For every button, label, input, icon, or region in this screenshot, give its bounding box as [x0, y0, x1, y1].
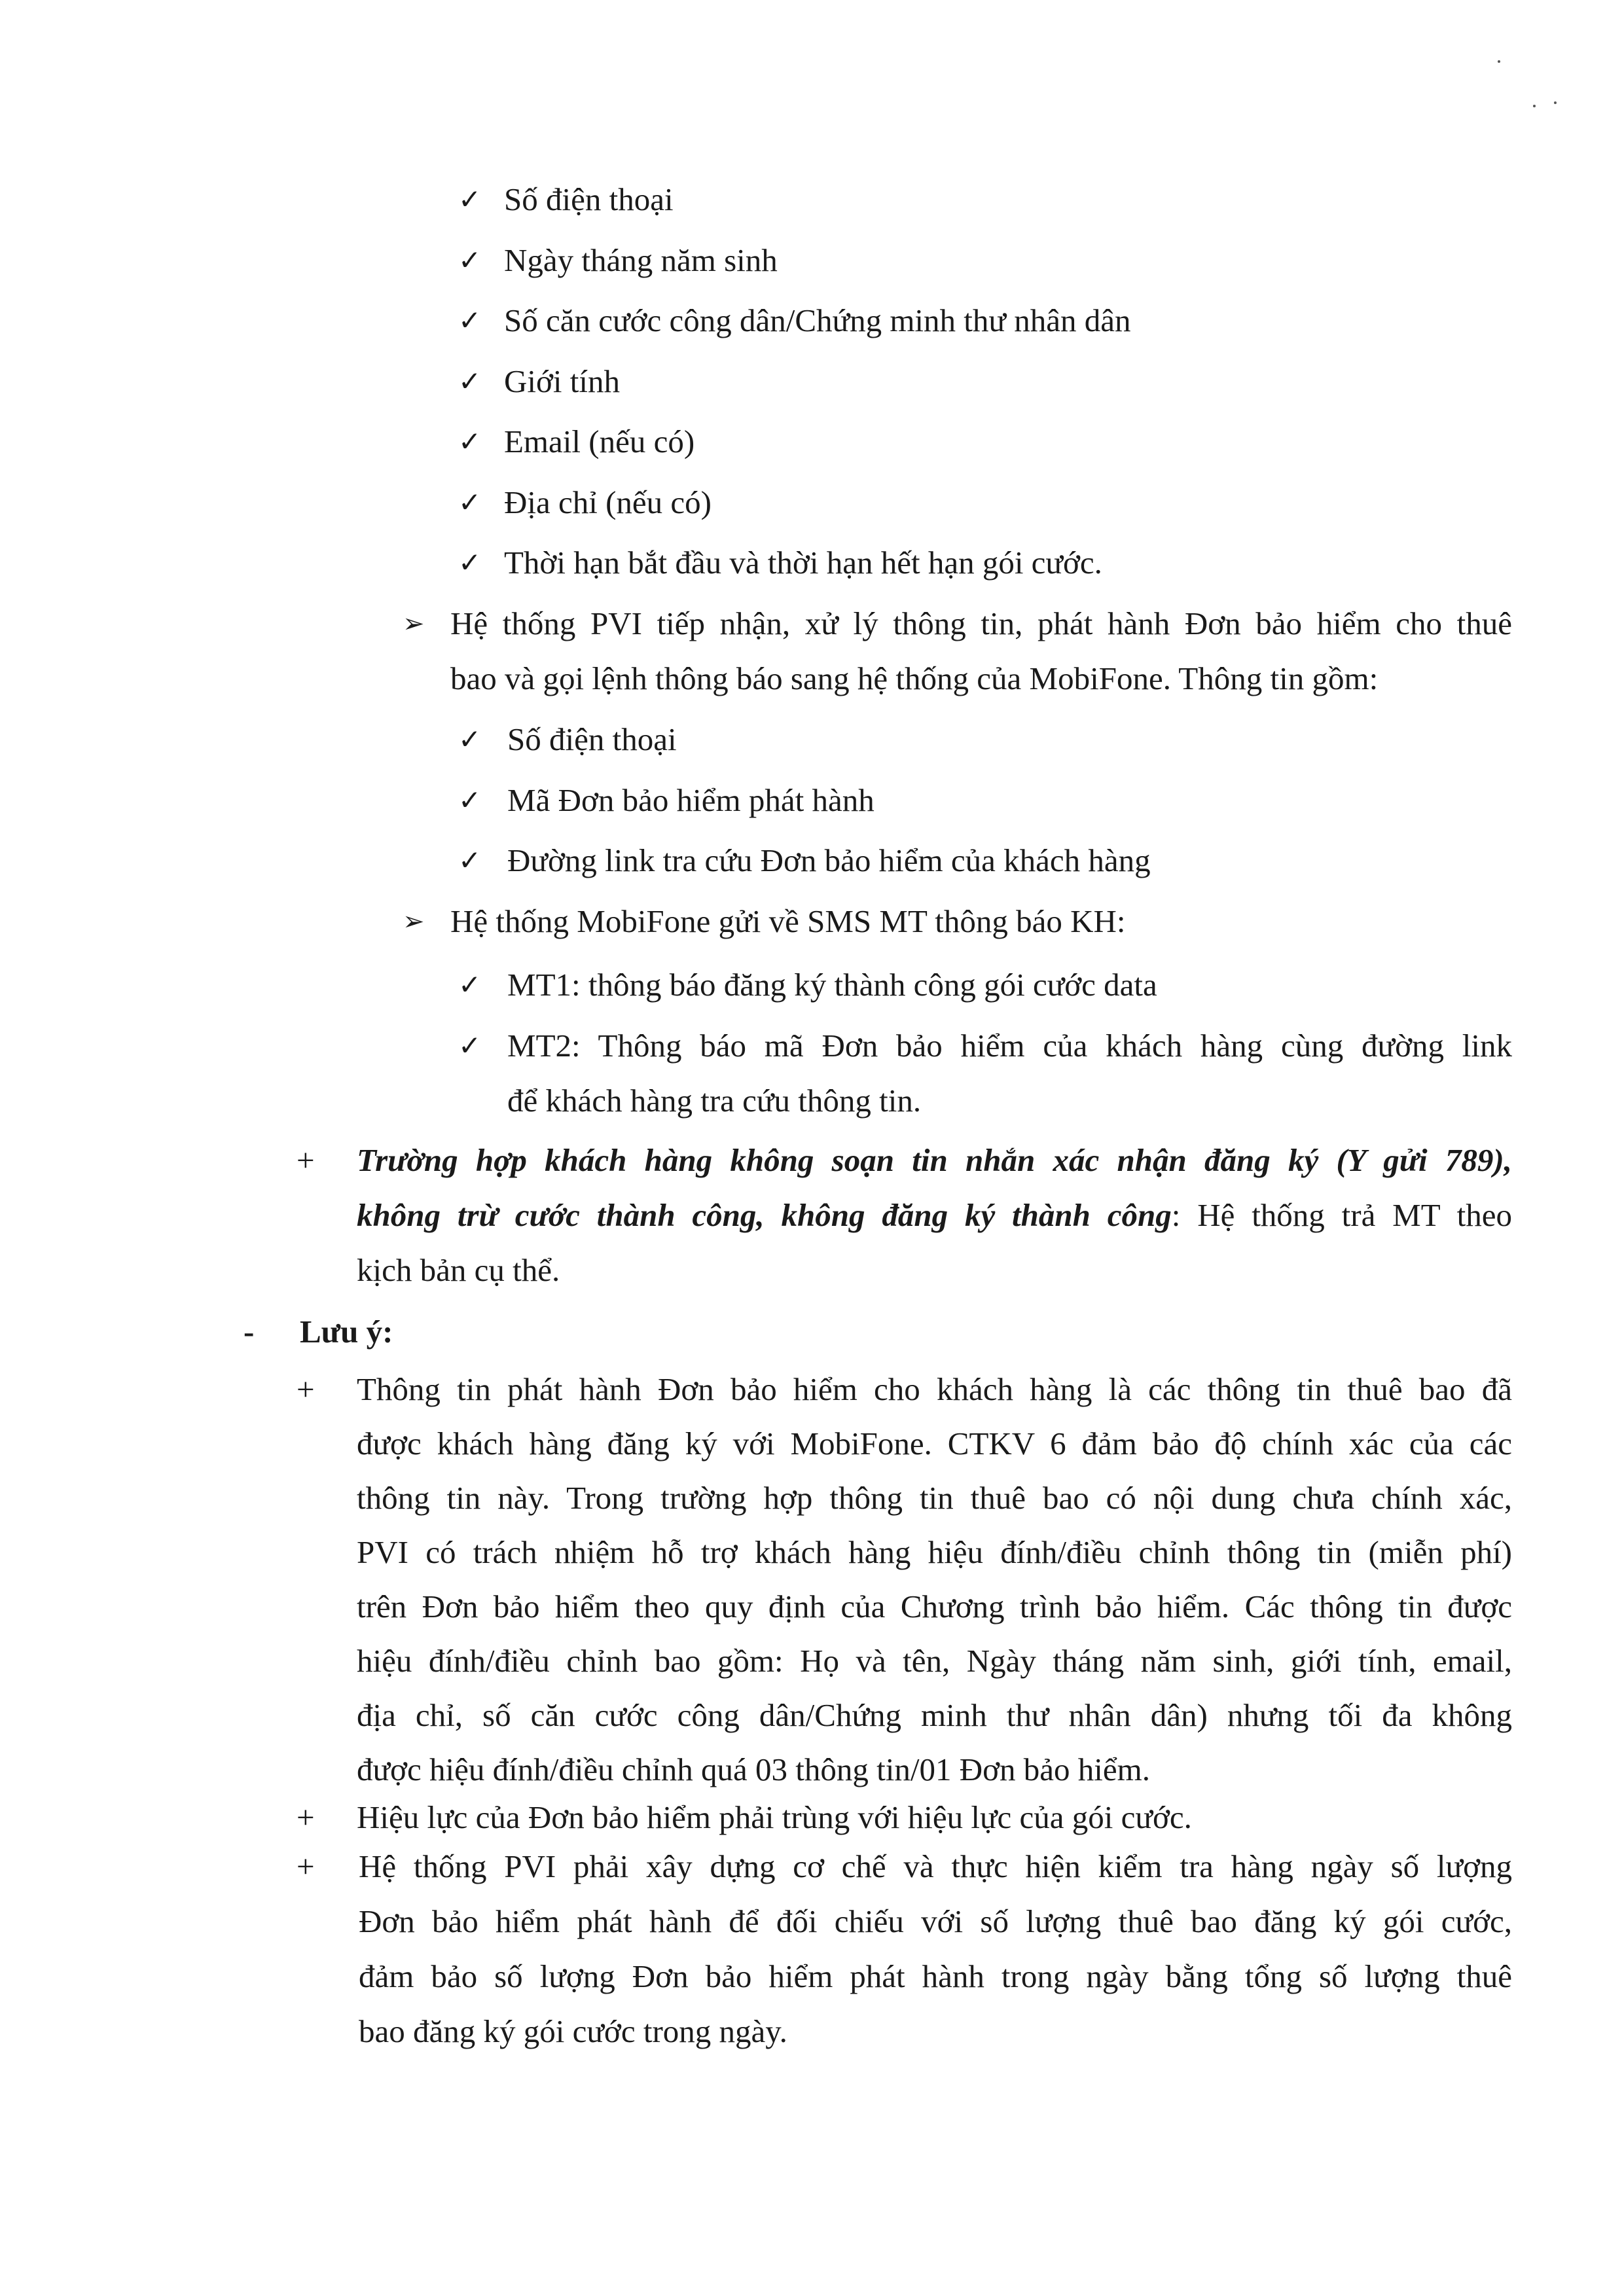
check-icon: ✓ [458, 1030, 482, 1062]
note-2-line: Hiệu lực của Đơn bảo hiểm phải trùng với hiệu lực của gói cước. [357, 1799, 1192, 1835]
arrow-bullet-icon: ➢ [403, 609, 425, 639]
check-icon: ✓ [458, 784, 482, 816]
note-title: Lưu ý: [300, 1314, 393, 1350]
note-3-line: đảm bảo số lượng Đơn bảo hiểm phát hành trong ngày bằng tổng số lượng thuê [359, 1958, 1512, 1994]
check-icon: ✓ [458, 183, 482, 215]
check-icon: ✓ [458, 844, 482, 876]
checklist-2-item: Đường link tra cứu Đơn bảo hiểm của khách hàng [507, 842, 1151, 878]
plus-bullet: + [297, 1142, 315, 1178]
checklist-1-item: Số căn cước công dân/Chứng minh thư nhân dân [504, 302, 1131, 338]
dash-bullet: - [244, 1314, 255, 1350]
checklist-1-item: Ngày tháng năm sinh [504, 242, 778, 278]
note-3-line: Hệ thống PVI phải xây dựng cơ chế và thực hiện kiểm tra hàng ngày số lượng [359, 1848, 1512, 1884]
checklist-2-item: Mã Đơn bảo hiểm phát hành [507, 782, 875, 818]
note-1-line: thông tin này. Trong trường hợp thông tin thuê bao có nội dung chưa chính xác, [357, 1480, 1512, 1516]
checklist-1-item: Giới tính [504, 363, 621, 399]
checklist-3-item-2-line-1: MT2: Thông báo mã Đơn bảo hiểm của khách hàng cùng đường link [507, 1028, 1512, 1064]
checklist-1-item: Thời hạn bắt đầu và thời hạn hết hạn gói cước. [504, 545, 1102, 581]
note-3-line: Đơn bảo hiểm phát hành để đối chiếu với số lượng thuê bao đăng ký gói cước, [359, 1903, 1512, 1939]
checklist-3-item: MT1: thông báo đăng ký thành công gói cước data [507, 967, 1157, 1003]
case-line-2-bold: không trừ cước thành công, không đăng ký thành công [357, 1197, 1172, 1233]
check-icon: ✓ [458, 425, 482, 457]
check-icon: ✓ [458, 304, 482, 336]
scan-speck [1498, 60, 1500, 63]
arrow-2-line: Hệ thống MobiFone gửi về SMS MT thông báo KH: [450, 903, 1126, 939]
plus-bullet: + [297, 1848, 315, 1884]
scan-speck [1533, 105, 1536, 107]
arrow-1-line-1: Hệ thống PVI tiếp nhận, xử lý thông tin, phát hành Đơn bảo hiểm cho thuê [450, 605, 1512, 641]
check-icon: ✓ [458, 723, 482, 755]
check-icon: ✓ [458, 969, 482, 1001]
arrow-bullet-icon: ➢ [403, 906, 425, 937]
note-1-line: PVI có trách nhiệm hỗ trợ khách hàng hiệu đính/điều chỉnh thông tin (miễn phí) [357, 1534, 1512, 1570]
case-line-2-rest: : Hệ thống trả MT theo [1171, 1197, 1512, 1233]
note-1-line: được hiệu đính/điều chỉnh quá 03 thông tin/01 Đơn bảo hiểm. [357, 1751, 1151, 1787]
scan-speck [1554, 101, 1557, 104]
checklist-2-item: Số điện thoại [507, 721, 677, 757]
check-icon: ✓ [458, 365, 482, 397]
checklist-1-item: Email (nếu có) [504, 423, 695, 459]
note-1-line: Thông tin phát hành Đơn bảo hiểm cho khách hàng là các thông tin thuê bao đã [357, 1371, 1512, 1407]
plus-bullet: + [297, 1371, 315, 1407]
plus-bullet: + [297, 1799, 315, 1835]
note-1-line: được khách hàng đăng ký với MobiFone. CTKV 6 đảm bảo độ chính xác của các [357, 1425, 1512, 1461]
checklist-3-item-2-line-2: để khách hàng tra cứu thông tin. [507, 1083, 922, 1119]
note-1-line: trên Đơn bảo hiểm theo quy định của Chương trình bảo hiểm. Các thông tin được [357, 1588, 1512, 1624]
note-1-line: hiệu đính/điều chỉnh bao gồm: Họ và tên, Ngày tháng năm sinh, giới tính, email, [357, 1643, 1512, 1679]
note-1-line: địa chỉ, số căn cước công dân/Chứng minh thư nhân dân) nhưng tối đa không [357, 1697, 1512, 1733]
note-3-line: bao đăng ký gói cước trong ngày. [359, 2013, 787, 2049]
checklist-1-item: Số điện thoại [504, 181, 674, 217]
checklist-1-item: Địa chỉ (nếu có) [504, 484, 712, 520]
case-line-1: Trường hợp khách hàng không soạn tin nhắn xác nhận đăng ký (Y gửi 789), [357, 1142, 1512, 1178]
case-line-3: kịch bản cụ thể. [357, 1252, 560, 1288]
check-icon: ✓ [458, 244, 482, 276]
check-icon: ✓ [458, 486, 482, 518]
case-line-2 [357, 1196, 1512, 1235]
arrow-1-line-2: bao và gọi lệnh thông báo sang hệ thống của MobiFone. Thông tin gồm: [450, 660, 1379, 696]
check-icon: ✓ [458, 547, 482, 579]
